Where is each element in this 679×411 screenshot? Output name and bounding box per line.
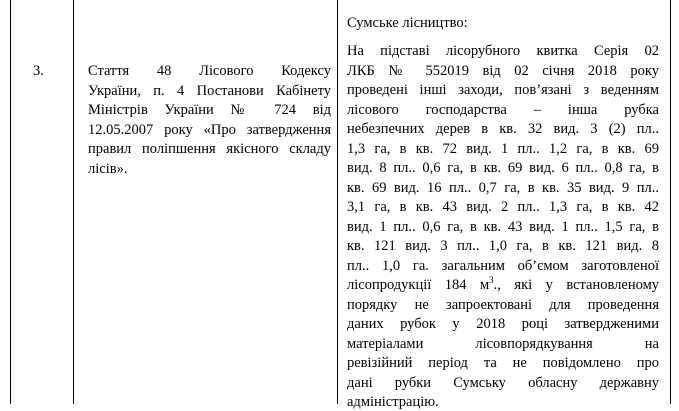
description-line: 3,1 га, в кв. 43 вид. 2 пл.. 1,3 га, в кв. 42: [347, 199, 659, 215]
description-line: лісового господарства – інша рубка: [347, 102, 659, 118]
description-line: ревізійний період та не повідомлено про: [347, 355, 659, 371]
description-line: матеріалами лісовпорядкування на: [347, 336, 659, 352]
law-line: правил поліпшення якісного складу: [88, 141, 331, 157]
description-line: даних рубок у 2018 році затвердженими: [347, 316, 659, 332]
description-line-volume: [347, 276, 659, 294]
law-line: Міністрів України № 724 від: [88, 102, 331, 118]
description-line: На підставі лісорубного квитка Серія 02: [347, 43, 659, 59]
law-line: України, п. 4 Постанови Кабінету: [88, 83, 331, 99]
description-line: небезпечних дерев в кв. 32 вид. 3 (2) пл..: [347, 121, 659, 137]
row-number: 3.: [33, 63, 44, 79]
volume-text: лісопродукції 184 $м^3$., які у встановленому: [347, 275, 659, 293]
description-line: кв. 121 вид. 3 пл.. 1,0 га, в кв. 121 вид. 8: [347, 238, 659, 254]
law-line: лісів».: [88, 161, 128, 177]
law-line: Стаття 48 Лісового Кодексу: [88, 63, 331, 79]
description-line: ЛКБ № 552019 від 02 січня 2018 року: [347, 63, 659, 79]
description-line: кв. 69 вид. 16 пл.. 0,7 га, в кв. 35 вид. 9 пл..: [347, 180, 659, 196]
description-line: вид. 8 пл.. 0,6 га, в кв. 69 вид. 6 пл.. 0,8 га, в: [347, 160, 659, 176]
table-divider-2: [337, 0, 338, 404]
description-line: вид. 1 пл.. 0,6 га, в кв. 43 вид. 1 пл.. 1,5 га, в: [347, 219, 659, 235]
table-divider-1: [73, 0, 74, 404]
law-line: 12.05.2007 року «Про затвердження: [88, 122, 331, 138]
description-line: 1,3 га, в кв. 72 вид. 1 пл.. 1,2 га, в кв. 69: [347, 141, 659, 157]
description-line: пл.. 1,0 га. загальним об’ємом заготовленої: [347, 258, 659, 274]
table-border-left: [10, 0, 11, 404]
forestry-title: Сумське лісництво:: [347, 15, 468, 31]
cubic-superscript: 3: [489, 275, 494, 286]
description-line: дані рубки Сумську обласну державну: [347, 375, 659, 391]
description-line: проведені інші заходи, пов’язані з веденням: [347, 82, 659, 98]
table-border-right: [670, 0, 671, 404]
description-line: адміністрацію.: [347, 394, 439, 410]
description-line: порядку не запроектовані для проведення: [347, 297, 659, 313]
